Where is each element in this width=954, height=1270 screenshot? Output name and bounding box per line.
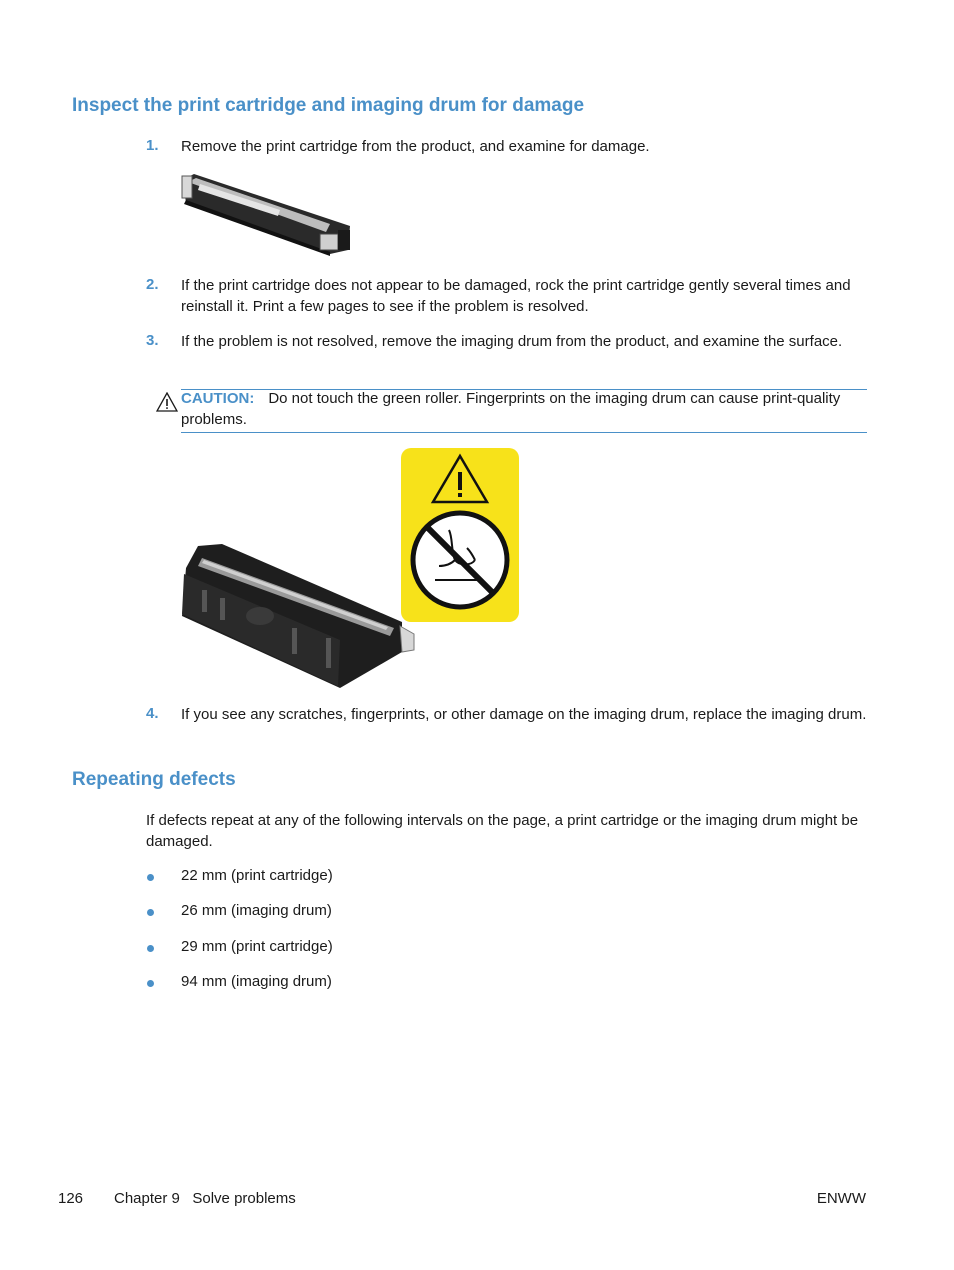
- caution-label: CAUTION:: [181, 390, 255, 407]
- bullet-icon: [147, 874, 154, 881]
- step-number: 1.: [146, 137, 159, 154]
- section-heading-inspect: Inspect the print cartridge and imaging drum for damage: [72, 95, 585, 116]
- step-number: 3.: [146, 332, 159, 349]
- bullet-icon: [147, 909, 154, 916]
- imaging-drum-illustration: [180, 540, 416, 690]
- bullet-icon: [147, 980, 154, 987]
- list-item: 94 mm (imaging drum): [181, 973, 332, 990]
- caution-text: Do not touch the green roller. Fingerprints on the imaging drum can cause print-quality problems.: [181, 390, 841, 428]
- footer-right-label: ENWW: [816, 1190, 866, 1207]
- do-not-touch-warning-icon: [401, 448, 519, 622]
- list-item: 29 mm (print cartridge): [181, 938, 333, 955]
- step-number: 4.: [146, 705, 159, 722]
- step-number: 2.: [146, 276, 159, 293]
- step-text: If you see any scratches, fingerprints, or other damage on the imaging drum, replace the imaging drum.: [181, 706, 867, 723]
- caution-note: [181, 388, 861, 430]
- bullet-icon: [147, 945, 154, 952]
- step-text: If the print cartridge does not appear to be damaged, rock the print cartridge gently several times and reinstall it. Print a few pages to see if the problem is resolved.: [181, 277, 851, 315]
- step-text: If the problem is not resolved, remove the imaging drum from the product, and examine the surface.: [181, 333, 843, 350]
- section-intro: If defects repeat at any of the following intervals on the page, a print cartridge or the imaging drum might be damaged.: [146, 812, 859, 850]
- page-number: 126: [58, 1190, 84, 1207]
- chapter-title: Chapter 9 Solve problems: [114, 1190, 296, 1207]
- list-item: 22 mm (print cartridge): [181, 867, 333, 884]
- step-text: Remove the print cartridge from the product, and examine for damage.: [181, 138, 650, 155]
- list-item: 26 mm (imaging drum): [181, 902, 332, 919]
- warning-triangle-icon: [156, 392, 178, 412]
- print-cartridge-illustration: [180, 172, 352, 258]
- section-heading-repeating-defects: Repeating defects: [72, 769, 236, 790]
